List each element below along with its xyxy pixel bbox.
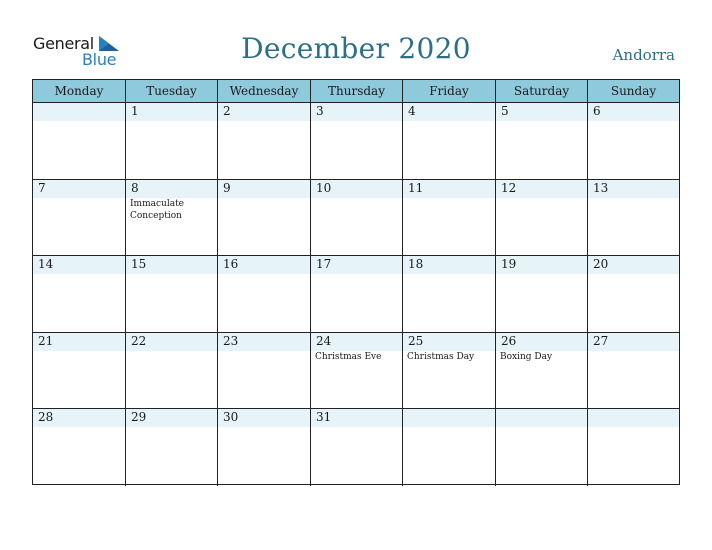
day-number: 5 [501, 104, 509, 118]
day-cell [403, 333, 496, 409]
day-number: 27 [593, 333, 609, 348]
day-cell [126, 333, 218, 409]
day-cell [496, 103, 588, 179]
day-number: 30 [223, 410, 239, 425]
day-cell [496, 180, 588, 256]
day-cell [218, 103, 311, 179]
day-number: 1 [131, 104, 139, 118]
day-number: 2 [223, 104, 231, 118]
weeks-container [33, 103, 679, 486]
day-number-band [403, 409, 495, 427]
day-cell [126, 103, 218, 179]
day-cell [33, 333, 126, 409]
day-number: 10 [316, 180, 332, 195]
day-number: 12 [501, 180, 517, 195]
weekday-header-saturday: Saturday [496, 80, 588, 102]
week-row [33, 256, 679, 333]
week-row [33, 409, 679, 486]
day-number: 18 [408, 257, 424, 272]
week-row [33, 180, 679, 257]
day-number-band [588, 409, 679, 427]
day-number: 8 [131, 180, 139, 195]
day-number-band [126, 180, 217, 198]
day-number: 3 [316, 104, 324, 118]
day-cell [588, 103, 679, 179]
day-cell [311, 256, 403, 332]
day-cell [126, 409, 218, 486]
day-cell [588, 256, 679, 332]
day-cell [311, 103, 403, 179]
day-number: 28 [38, 410, 54, 425]
day-cell [126, 180, 218, 256]
weekday-header-thursday: Thursday [311, 80, 403, 102]
day-cell [496, 256, 588, 332]
day-cell [403, 409, 496, 486]
day-number: 19 [501, 257, 517, 272]
calendar-title: December 2020 [241, 32, 471, 65]
day-cell [588, 409, 679, 486]
day-number: 4 [408, 104, 416, 118]
day-cell [218, 409, 311, 486]
weekday-header-tuesday: Tuesday [126, 80, 218, 102]
day-cell [496, 333, 588, 409]
day-number: 15 [131, 257, 147, 272]
day-number: 14 [38, 257, 54, 272]
holiday-label: Christmas Day [407, 351, 475, 362]
day-number-band [588, 103, 679, 121]
day-cell [588, 333, 679, 409]
day-number: 6 [593, 104, 601, 118]
day-cell [33, 103, 126, 179]
day-number-band [311, 103, 402, 121]
day-number: 26 [501, 333, 517, 348]
day-cell [311, 333, 403, 409]
day-cell [496, 409, 588, 486]
day-number-band [218, 103, 310, 121]
weekday-header-row [33, 80, 679, 103]
day-number: 11 [408, 180, 424, 195]
day-cell [33, 409, 126, 486]
day-number: 7 [38, 180, 46, 195]
logo-text-blue: Blue [82, 50, 117, 69]
day-cell [403, 103, 496, 179]
weekday-header-friday: Friday [403, 80, 496, 102]
day-number: 21 [38, 333, 54, 348]
calendar-grid [32, 79, 680, 485]
day-cell [218, 256, 311, 332]
day-cell [33, 180, 126, 256]
day-cell [403, 256, 496, 332]
day-number: 25 [408, 333, 424, 348]
day-number-band [403, 103, 495, 121]
day-number: 20 [593, 257, 609, 272]
day-cell [218, 180, 311, 256]
week-row [33, 333, 679, 410]
weekday-header-wednesday: Wednesday [218, 80, 311, 102]
day-cell [311, 180, 403, 256]
day-cell [126, 256, 218, 332]
day-cell [403, 180, 496, 256]
day-number: 9 [223, 180, 231, 195]
day-number-band [218, 180, 310, 198]
region-label: Andorra [612, 46, 675, 64]
day-cell [311, 409, 403, 486]
holiday-label: Immaculate Conception [130, 198, 185, 221]
weekday-header-monday: Monday [33, 80, 126, 102]
week-row [33, 103, 679, 180]
day-number: 22 [131, 333, 147, 348]
day-number-band [33, 180, 125, 198]
day-cell [33, 256, 126, 332]
day-cell [218, 333, 311, 409]
day-number: 31 [316, 410, 332, 425]
day-number-band [496, 103, 587, 121]
day-number: 13 [593, 180, 609, 195]
day-number: 16 [223, 257, 239, 272]
holiday-label: Christmas Eve [315, 351, 382, 362]
day-number-band [126, 103, 217, 121]
logo-text-general: General [33, 34, 94, 53]
day-number-band [496, 409, 587, 427]
day-number: 29 [131, 410, 147, 425]
day-number: 23 [223, 333, 239, 348]
holiday-label: Boxing Day [500, 351, 553, 362]
day-number-band [33, 103, 125, 121]
day-number: 24 [316, 333, 332, 348]
day-cell [588, 180, 679, 256]
weekday-header-sunday: Sunday [610, 84, 657, 98]
day-number: 17 [316, 257, 332, 272]
